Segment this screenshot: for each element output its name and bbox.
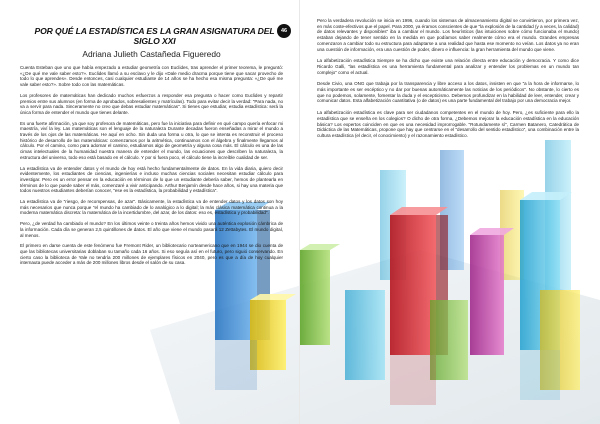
column-divider xyxy=(299,0,300,424)
page-number: 46 xyxy=(280,28,288,34)
paragraph: Pero la verdadera revolución se inicia en 1996, cuando los sistemas de almacenamiento digital se convirtieron, por primera vez, en más coste-efectivos que el papel. Para 2000, ya éramos conscientes de que "la explosión de la cantidad (y a veces, la calidad) de datos relevantes y disponibles" iba a cambiar el mundo. Los heurísticos (las intuiciones sobre cómo funcionaba el mundo) estaban dejando de tener sentido en la medida en que podíamos saber realmente cómo era el mundo. Grandes empresas comenzaron a cambiar todo su estructura para adaptarse a una realidad que hasta ese momento no veían. Los datos ya no eran una cuestión de información, era una cuestión de poder, dinero e influencia: la gran herramienta del mundo que viene. xyxy=(317,18,579,52)
right-column xyxy=(317,18,579,145)
left-column xyxy=(20,0,283,271)
paragraph: La alfabetización estadística Siempre se ha dicho que existe una relación directa entre educación y democracia. Y como dice Ricardo Galli, "las estadística es una herramienta fundamental para analizar y entender los problemas en un mundo tan complejo" como el actual. xyxy=(317,58,579,75)
article-author: Adriana Julieth Castañeda Figueredo xyxy=(82,49,221,59)
article-title: POR QUÉ LA ESTADÍSTICA ES LA GRAN ASIGNATURA DEL SIGLO XXI xyxy=(34,26,275,46)
paragraph: La estadística va de entender datos y el mundo de hoy está hecho fundamentalmente de datos. En la vida diaria, quiero decir evidentemente, los estudiantes de ciencias, ingenierías e incluso muchas ciencias sociales necesitan estudiar cálculo para investigar. Pero es un error pensar en la educación en términos de lo que un estudiante debería saber, hemos de plantearla en términos de lo que puede saber el más, comenzaré a vivir anticipando. Arthur Benjamín desde hace años, si hay una materia que todos nuestros estudiantes deberían conocer, "ese es la estadística, la probabilidad y estadística". xyxy=(20,165,283,194)
paragraph: La alfabetización estadística es clave para ser ciudadanos competentes en el mundo de hoy. Pero, ¿es suficiente para ello la estadística que se enseña en los colegios? O dicho de otra forma, ¿Debemos mejorar la educación estadística en la educación básica? Los expertos coinciden en que es una necesidad improrrogable. "Rotundamente sí", Carmen Batanero, Catedrática de Didáctica de las Matemáticas, propone que hay que centrarse en el "desarrollo del sentido estadístico", una combinación entre la cultura estadística (el decir, el conocimiento) y el razonamiento estadístico. xyxy=(317,110,579,138)
paragraph: La estadística va de "riesgo, de recompensas, de azar". Básicamente, la estadística va de entender datos y los datos son hoy más necesarios que nunca porque "el mundo ha cambiado de lo analógico a lo digital; la más clásica matemática continua a la moderna matemática discreta: la matemática de la incertidumbre, del azar, de los datos: eso es, estadística y probabilidad". xyxy=(20,199,283,216)
paragraph: Pero, ¿de verdad ha cambiado el mundo? En los últimos veinte o treinta años hemos vivido una auténtica explosión cámbrica de la información. Cada día se generan 2,5 quintillones de datos. El año que viene el mundo pasará 12 Zettabytes. El mundo digital, al menos. xyxy=(20,221,283,238)
paragraph: Es una fuerte afirmación, ya que soy profesora de matemáticas, pero fue la iniciativa para definir en qué campo quería enfocar mi maestría, viví la ley. Las matemáticas son el lenguaje de la naturaleza Durante decadas fueron enseñadas a mirar el mundo a través de los ojos de las matemáticas. He aquí en ocho. Sin duda una forma u otra, lo que se intenta es reconstruir el proceso histórico de desarrollo de las matemáticas: comenzamos por la aritmética, continuamos con el álgebra y finalmente llegamos al cálculo. Por el camino, como para adornar el camino, estudiamos algo de geometría y alguna cosa más. El cálculo es una de las cimas intelectuales de la humanidad nuestra manera de entender el mundo, las ecuaciones que describen la naturaleza, la estructura del universo, todo eso está basado en el cálculo. Y por si fuera poco, el cálculo tiene la increíble cualidad de ser. xyxy=(20,120,283,160)
paragraph: Cuenta Esteban que uno que había empezado a estudiar geometría con Euclides, tras aprender el primer teorema, le preguntó: «¿De qué me vale saber esto?». Euclides llamó a su esclavo y le dijo «Dale medio dracma porque tiene que sacar provecho de todo lo que aprendes». Desde entonces, casi cualquier estudiante de 14 años se ha hecho esa misma pregunta: «¿De qué me vale saber esto?». Sobre todo con las matemáticas. xyxy=(20,65,283,88)
page-number-badge xyxy=(277,24,291,38)
paragraph: Desde Civio, una ONG que trabaja por la transparencia y libre acceso a los datos, insisten en que "a la hora de informarse, lo más importante es ser escéptico y no dar por buenas automáticamente las noticias de los periódicos". No obstante, lo cierto es que no podemos, solamente, fomentar la duda y el escepticismo. Debemos profundizar en la habilidad de leer, entender, crear y comunicar datos. Esta alfabetización cuantitativa (o de datos) es una parte fundamental del trabajo por una democracia mejor. xyxy=(317,81,579,104)
paragraph: Los profesores de matemáticas han dedicado muchos esfuerzos a responder esa pregunta o hacer como Euclides y repartir premios entre sus alumnos (en forma de aprobados, sobresalientes y matrículas). Todo para evitar decir la verdad: "Para nada, no va a servir para nada. Sinceramente no creo que debas estudiar matemáticas". Si tienes que estudiar, estudia estadística: será la única forma de entender el mundo que tienes delante. xyxy=(20,92,283,115)
paragraph: El primero en darse cuenta de este fenómeno fue Fremont Rider, un bibliotecario norteamericano que en 1944 se dio cuenta de que las bibliotecas universitarias doblaban su tamaño cada 16 años. Si eso seguía así en el futuro, pero siguió conservando. En cierto caso la biblioteca de Yale no tendría 200 millones de ejemplares físicos en 2040, pero es que a día de hoy cualquier internauta puede acceder a más de 200 millones libros desde el salón de su casa. xyxy=(20,243,283,266)
